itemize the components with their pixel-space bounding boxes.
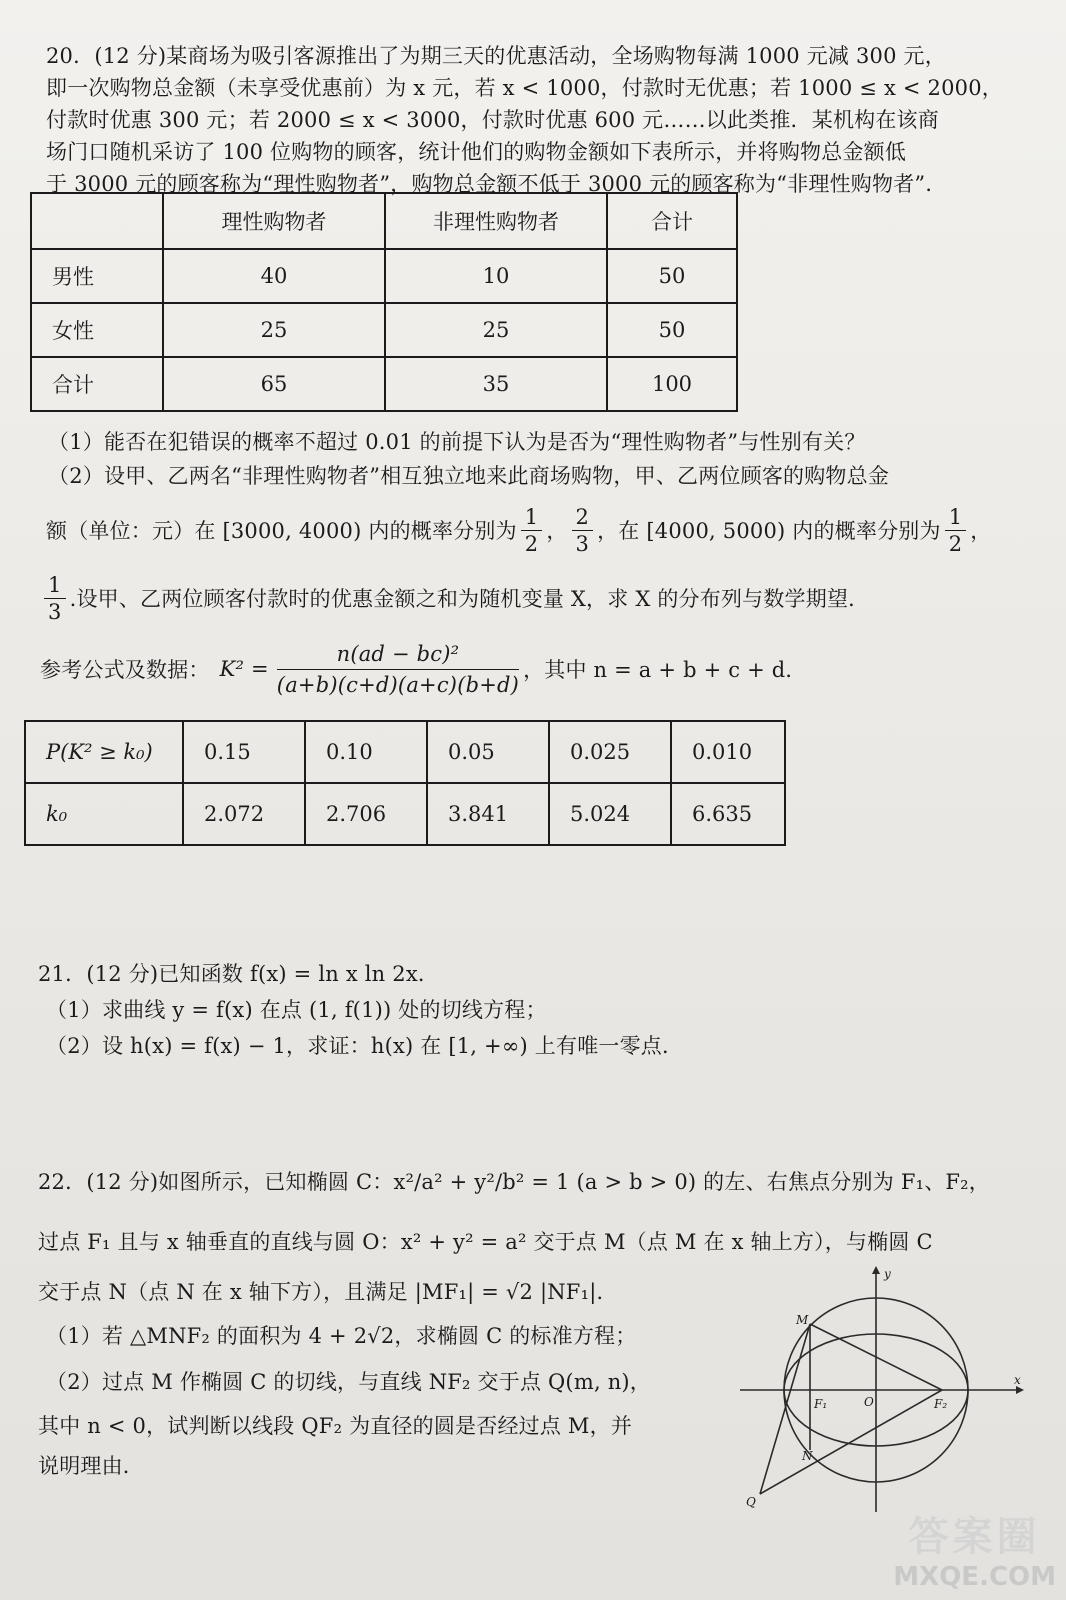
q22-part-2-c: 说明理由．: [38, 1454, 144, 1478]
ellipse-circle-figure: [730, 1262, 1030, 1522]
q20-part-2-line-b: [46, 500, 991, 560]
formula-fraction: [277, 639, 519, 700]
table-row: [31, 303, 737, 357]
fraction-numerator: 1: [521, 504, 543, 531]
q20-line-1: 20．(12 分)某商场为吸引客源推出了为期三天的优惠活动，全场购物每满 1000 元减 300 元，: [46, 44, 946, 68]
table-cell: 10: [385, 249, 607, 303]
label-y: y: [884, 1267, 891, 1281]
q20-part-2-text-1: 额（单位：元）在 [3000, 4000) 内的概率分别为: [46, 519, 517, 543]
table-cell: 100: [607, 357, 737, 411]
fraction-numerator: 2: [572, 504, 594, 531]
fraction-one-half: [521, 504, 543, 557]
table-cell: 0.05: [427, 721, 549, 783]
q20-line-2: 即一次购物总金额（未享受优惠前）为 x 元，若 x < 1000，付款时无优惠；若 1000 ≤ x < 2000，: [46, 76, 1003, 100]
label-m: M: [796, 1313, 809, 1327]
table-cell: 25: [385, 303, 607, 357]
q22-part-2-a: （2）过点 M 作椭圆 C 的切线，与直线 NF₂ 交于点 Q(m, n)，: [46, 1370, 652, 1394]
table-cell: 6.635: [671, 783, 785, 845]
watermark-top: 答案圈: [908, 1514, 1041, 1560]
tangent-line-mq: [760, 1324, 810, 1494]
watermark-logo: [893, 1505, 1056, 1592]
q20-part-2-line-a: （2）设甲、乙两名“非理性购物者”相互独立地来此商场购物，甲、乙两位顾客的购物总金: [48, 464, 890, 488]
q22-line-1: 22．(12 分)如图所示，已知椭圆 C：x²/a² + y²/b² = 1 (a > b > 0) 的左、右焦点分别为 F₁、F₂，: [38, 1170, 990, 1194]
table-cell: 0.10: [305, 721, 427, 783]
formula-lhs: K² =: [219, 657, 269, 681]
fraction-one-third: [44, 572, 66, 625]
q20-part-2-line-c: [40, 568, 869, 628]
table-cell: 2.706: [305, 783, 427, 845]
comma: ，: [970, 519, 992, 543]
fraction-denominator: 3: [48, 599, 62, 624]
q21-part-1: （1）求曲线 y = f(x) 在点 (1, f(1)) 处的切线方程；: [46, 998, 547, 1022]
y-axis-arrow: [872, 1266, 880, 1274]
formula-label: 参考公式及数据：: [40, 658, 210, 682]
fraction-denominator: 2: [948, 531, 963, 556]
table-row: [31, 249, 737, 303]
comma: ，: [546, 519, 568, 543]
q20-line-5: 于 3000 元的顾客称为“理性购物者”，购物总金额不低于 3000 元的顾客称为“非理性购物者”．: [46, 172, 947, 196]
table-header-cell: [31, 193, 163, 249]
table-cell: 50: [607, 303, 737, 357]
label-o: O: [864, 1395, 874, 1409]
table-cell: 40: [163, 249, 385, 303]
table-cell: 50: [607, 249, 737, 303]
table-cell: 25: [163, 303, 385, 357]
table-header-cell: 理性购物者: [163, 193, 385, 249]
q21-part-2: （2）设 h(x) = f(x) − 1，求证：h(x) 在 [1, +∞) 上有唯一零点．: [46, 1034, 684, 1058]
q20-part-1: （1）能否在犯错误的概率不超过 0.01 的前提下认为是否为“理性购物者”与性别有关？: [48, 430, 866, 454]
q22-line-3: 交于点 N（点 N 在 x 轴下方），且满足 |MF₁| = √2 |NF₁|．: [38, 1280, 618, 1304]
q22-part-1: （1）若 △MNF₂ 的面积为 4 + 2√2，求椭圆 C 的标准方程；: [46, 1324, 637, 1348]
reference-formula: [40, 636, 807, 702]
table-header-cell: 合计: [607, 193, 737, 249]
x-axis-arrow: [1016, 1386, 1024, 1394]
k-value-table: [24, 720, 786, 846]
label-f2: F₂: [934, 1397, 948, 1411]
q20-line-3: 付款时优惠 300 元；若 2000 ≤ x < 3000，付款时优惠 600 元……以此类推．某机构在该商: [46, 108, 939, 132]
table-cell: 65: [163, 357, 385, 411]
label-x: x: [1014, 1373, 1021, 1387]
fraction-denominator: 2: [524, 531, 539, 556]
label-n: N: [802, 1449, 813, 1463]
fraction-numerator: 1: [945, 504, 967, 531]
fraction-numerator: 1: [44, 572, 66, 599]
formula-denominator: (a+b)(c+d)(a+c)(b+d): [276, 672, 520, 697]
table-cell: k₀: [25, 783, 183, 845]
table-cell: 3.841: [427, 783, 549, 845]
formula-tail: ，其中 n = a + b + c + d．: [523, 658, 807, 682]
table-cell: 合计: [31, 357, 163, 411]
table-cell: 5.024: [549, 783, 671, 845]
q20-line-4: 场门口随机采访了 100 位购物的顾客，统计他们的购物金额如下表所示，并将购物总金额低: [46, 140, 907, 164]
watermark-bottom: MXQE.COM: [893, 1562, 1056, 1592]
table-row: [25, 783, 785, 845]
q20-part-2-text-2: ，在 [4000, 5000) 内的概率分别为: [597, 519, 941, 543]
table-cell: 男性: [31, 249, 163, 303]
table-row: [31, 357, 737, 411]
q21-title: 21．(12 分)已知函数 f(x) = ln x ln 2x．: [38, 962, 440, 986]
table-cell: 0.15: [183, 721, 305, 783]
table-cell: 0.025: [549, 721, 671, 783]
fraction-one-half: [945, 504, 967, 557]
table-cell: 35: [385, 357, 607, 411]
label-q: Q: [746, 1495, 756, 1509]
q20-part-2-text-3: .设甲、乙两位顾客付款时的优惠金额之和为随机变量 X，求 X 的分布列与数学期望．: [69, 587, 870, 611]
q22-line-2: 过点 F₁ 且与 x 轴垂直的直线与圆 O：x² + y² = a² 交于点 M（点 M 在 x 轴上方），与椭圆 C: [38, 1230, 933, 1254]
q22-part-2-b: 其中 n < 0，试判断以线段 QF₂ 为直径的圆是否经过点 M，并: [38, 1414, 633, 1438]
table-row: [25, 721, 785, 783]
fraction-two-thirds: [572, 504, 594, 557]
table-cell: 女性: [31, 303, 163, 357]
table-cell: 2.072: [183, 783, 305, 845]
fraction-denominator: 3: [575, 531, 590, 556]
shopper-table: [30, 192, 738, 412]
table-header-cell: 非理性购物者: [385, 193, 607, 249]
formula-numerator: n(ad − bc)²: [277, 639, 519, 670]
table-cell: P(K² ≥ k₀): [25, 721, 183, 783]
label-f1: F₁: [814, 1397, 828, 1411]
table-cell: 0.010: [671, 721, 785, 783]
